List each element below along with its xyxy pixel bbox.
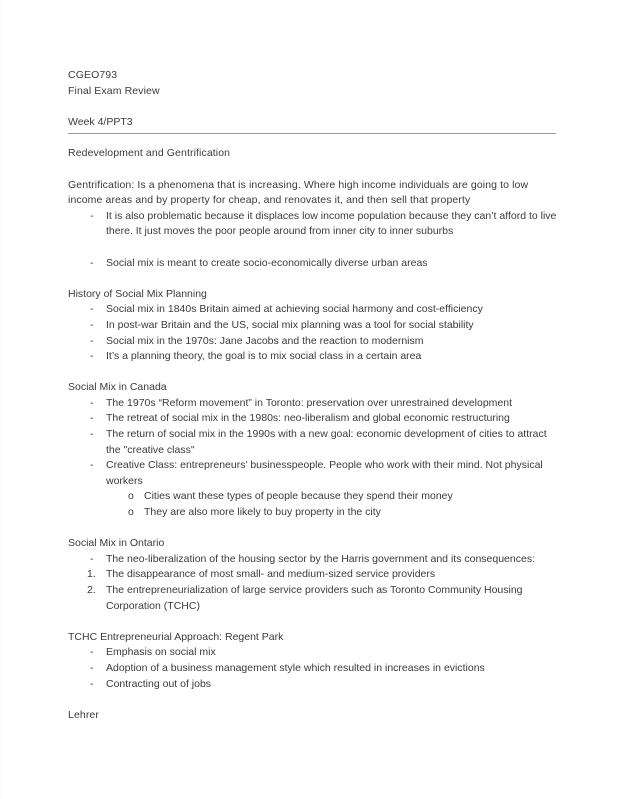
list-item-text: The entrepreneurialization of large service providers such as Toronto Community Housing Corporation (TCHC) xyxy=(106,584,523,612)
document-body xyxy=(68,68,560,723)
list-item xyxy=(68,552,560,568)
list-item-text: Adoption of a business management style which resulted in increases in evictions xyxy=(106,661,485,674)
spacer xyxy=(68,271,560,287)
dash-bullet-icon: - xyxy=(90,552,94,565)
circle-bullet-icon: o xyxy=(128,506,134,519)
spacer xyxy=(68,162,560,178)
topic-title: Redevelopment and Gentrification xyxy=(68,147,231,160)
sub-list-item xyxy=(68,489,560,505)
section-heading: Social Mix in Ontario xyxy=(68,537,165,550)
list-item-text: The disappearance of most small- and medium-sized service providers xyxy=(106,568,436,581)
list-item xyxy=(68,645,560,661)
list-item-text: Social mix in the 1970s: Jane Jacobs and the reaction to modernism xyxy=(106,334,424,347)
dash-bullet-icon: - xyxy=(90,209,94,222)
spacer xyxy=(68,365,560,381)
section-list xyxy=(68,396,560,521)
dash-bullet-icon: - xyxy=(90,318,94,331)
sub-list-item xyxy=(68,505,560,521)
list-item-text: The return of social mix in the 1990s with a new goal: economic development of cities to attract the "creative class" xyxy=(106,428,547,456)
list-item-text: Social mix in 1840s Britain aimed at achieving social harmony and cost-efficiency xyxy=(106,303,483,316)
dash-bullet-icon: - xyxy=(90,428,94,441)
list-item xyxy=(68,256,560,272)
section-heading: TCHC Entrepreneurial Approach: Regent Park xyxy=(68,630,284,643)
footer-author: Lehrer xyxy=(68,708,99,721)
list-item xyxy=(68,427,560,458)
list-item xyxy=(68,458,560,489)
list-item xyxy=(68,334,560,350)
list-item xyxy=(68,411,560,427)
section-heading: Social Mix in Canada xyxy=(68,381,167,394)
circle-bullet-icon: o xyxy=(128,490,134,503)
dash-bullet-icon: - xyxy=(90,303,94,316)
dash-bullet-icon: - xyxy=(90,677,94,690)
section-list xyxy=(68,645,560,692)
list-item-text: It is also problematic because it displaces low income population because they can’t afford to live there. It just moves the poor people around from inner city to inner suburbs xyxy=(106,209,557,238)
list-item xyxy=(68,349,560,365)
list-number-marker: 1. xyxy=(87,568,96,581)
list-item xyxy=(68,583,560,614)
list-item-text: The neo-liberalization of the housing sector by the Harris government and its consequences: xyxy=(106,552,535,565)
intro-bullet-list xyxy=(68,209,560,271)
spacer xyxy=(68,240,560,256)
list-item xyxy=(68,567,560,583)
list-item-text: Emphasis on social mix xyxy=(106,646,216,659)
section-heading: History of Social Mix Planning xyxy=(68,287,207,300)
list-item-text: Creative Class: entrepreneurs’ businesspeople. People who work with their mind. Not physical workers xyxy=(106,459,543,487)
list-item xyxy=(68,661,560,677)
dash-bullet-icon: - xyxy=(90,646,94,659)
list-item-text: Cities want these types of people because they spend their money xyxy=(144,490,453,503)
list-item xyxy=(68,677,560,693)
list-item xyxy=(68,396,560,412)
sections-container xyxy=(68,271,560,692)
intro-paragraph: Gentrification: Is a phenomena that is increasing. Where high income individuals are going to low income areas and by property for cheap, and renovates it, and then sell that property xyxy=(68,178,532,207)
section-list xyxy=(68,552,560,614)
spacer xyxy=(68,614,560,630)
list-item-text: In post-war Britain and the US, social mix planning was a tool for social stability xyxy=(106,318,474,331)
page-left-edge xyxy=(0,0,1,799)
dash-bullet-icon: - xyxy=(90,396,94,409)
spacer xyxy=(68,521,560,537)
dash-bullet-icon: - xyxy=(90,412,94,425)
dash-bullet-icon: - xyxy=(90,256,94,269)
course-code: CGEO793 xyxy=(68,69,118,81)
list-item-text: Social mix is meant to create socio-economically diverse urban areas xyxy=(106,256,428,269)
dash-bullet-icon: - xyxy=(90,459,94,472)
dash-bullet-icon: - xyxy=(90,661,94,674)
dash-bullet-icon: - xyxy=(90,334,94,347)
list-number-marker: 2. xyxy=(87,584,96,596)
list-item xyxy=(68,209,560,240)
spacer xyxy=(68,692,560,708)
list-item xyxy=(68,302,560,318)
list-item-text: The 1970s “Reform movement” in Toronto: preservation over unrestrained development xyxy=(106,396,513,409)
list-item-text: It’s a planning theory, the goal is to mix social class in a certain area xyxy=(106,350,422,363)
week-heading: Week 4/PPT3 xyxy=(68,115,556,135)
document-subtitle: Final Exam Review xyxy=(68,84,160,97)
list-item-text: They are also more likely to buy property in the city xyxy=(144,506,381,519)
section-list xyxy=(68,302,560,364)
spacer xyxy=(68,99,560,115)
list-item xyxy=(68,318,560,334)
dash-bullet-icon: - xyxy=(90,350,94,363)
list-item-text: Contracting out of jobs xyxy=(106,677,212,690)
list-item-text: The retreat of social mix in the 1980s: neo-liberalism and global economic restructuring xyxy=(106,412,510,425)
